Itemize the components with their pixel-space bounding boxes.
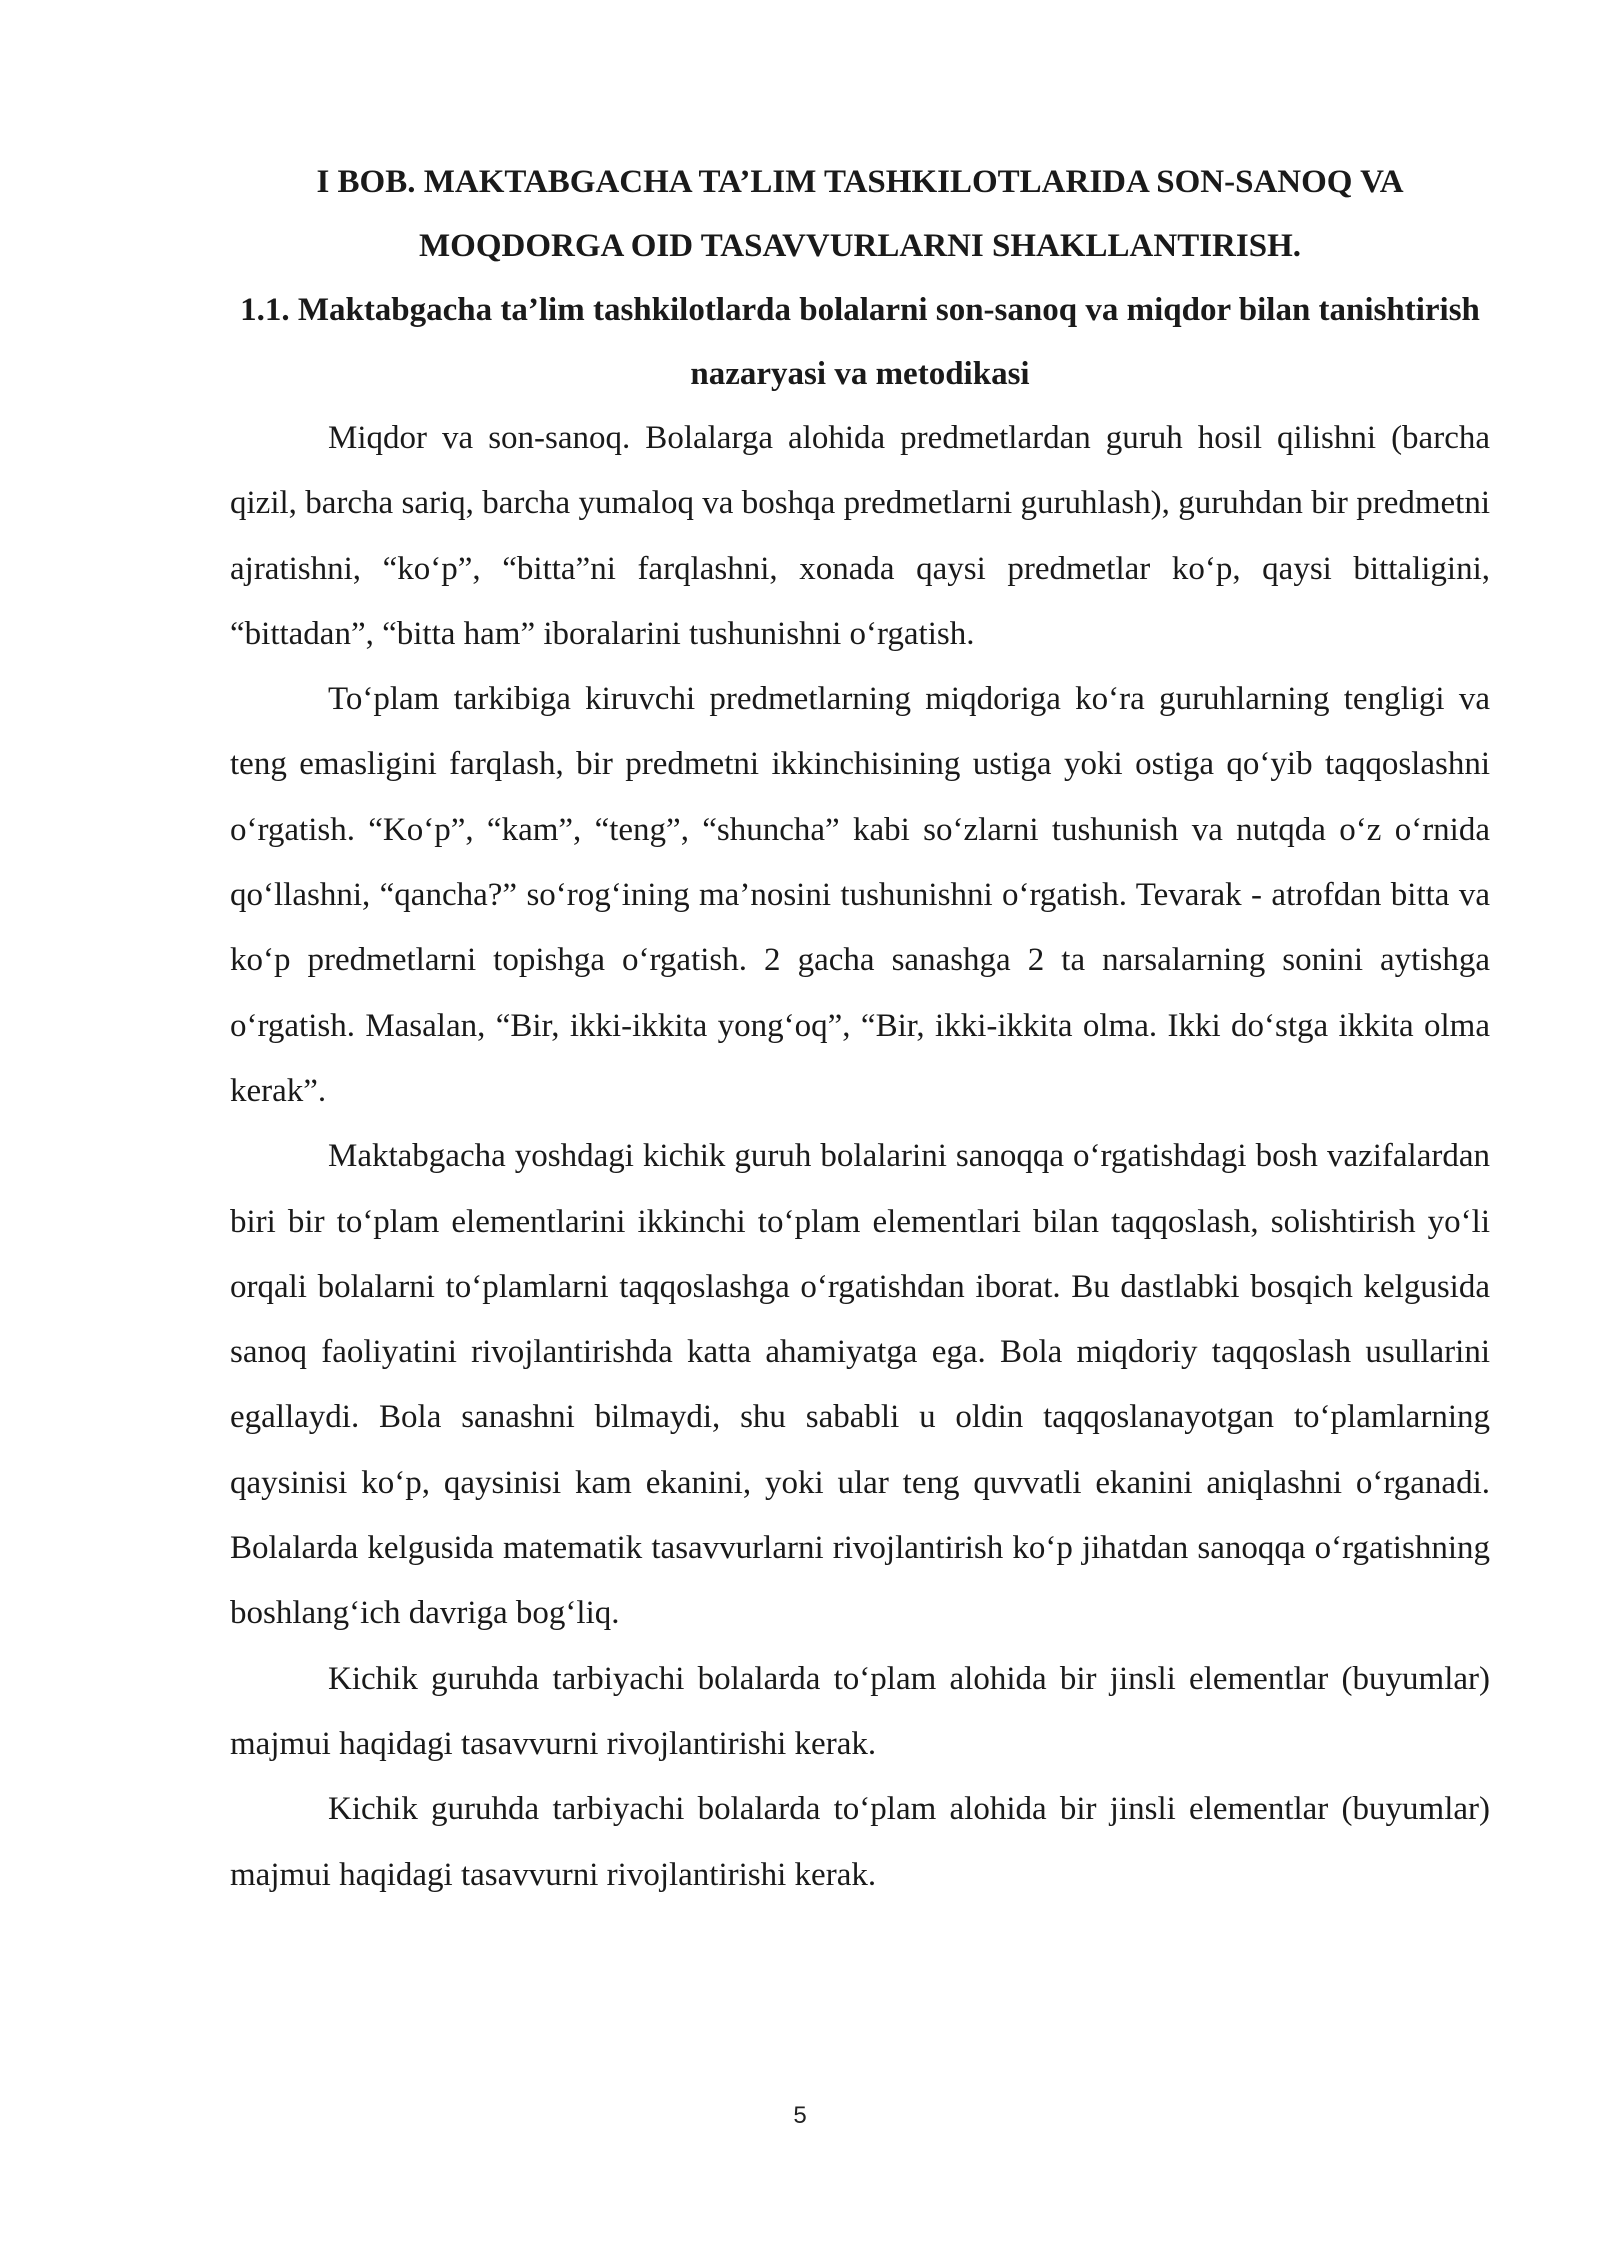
paragraph-5: Kichik guruhda tarbiyachi bolalarda to‘plam alohida bir jinsli elementlar (buyumlar) majmui haqidagi tasavvurni rivojlantirishi kerak. [230,1791,1490,1893]
paragraph-4: Kichik guruhda tarbiyachi bolalarda to‘plam alohida bir jinsli elementlar (buyumlar) majmui haqidagi tasavvurni rivojlantirishi kerak. [230,1660,1490,1762]
section-title: 1.1. Maktabgacha ta’lim tashkilotlarda bolalarni son-sanoq va miqdor bilan tanishtirish nazaryasi va metodikasi [240,292,1480,392]
paragraph-1: Miqdor va son-sanoq. Bolalarga alohida predmetlardan guruh hosil qilishni (barcha qizil, barcha sariq, barcha yumaloq va boshqa predmetlarni guruhlash), guruhdan bir predmetni ajratishni, “ko‘p”, “bitta”ni farqlashni, xonada qaysi predmetlar ko‘p, qaysi bittaligini, “bittadan”, “bitta ham” iboralarini tushunishni o‘rgatish. [230,420,1490,652]
paragraph-3: Maktabgacha yoshdagi kichik guruh bolalarini sanoqqa o‘rgatishdagi bosh vazifalardan biri bir to‘plam elementlarini ikkinchi to‘plam elementlari bilan taqqoslash, solishtirish yo‘li orqali bolalarni to‘plamlarni taqqoslashga o‘rgatishdan iborat. Bu dastlabki bosqich kelgusida sanoq faoliyatini rivojlantirishda katta ahamiyatga ega. Bola miqdoriy taqqoslash usullarini egallaydi. Bola sanashni bilmaydi, shu sababli u oldin taqqoslanayotgan to‘plamlarning qaysinisi ko‘p, qaysinisi kam ekanini, yoki ular teng quvvatli ekanini aniqlashni o‘rganadi. Bolalarda kelgusida matematik tasavvurlarni rivojlantirish ko‘p jihatdan sanoqqa o‘rgatishning boshlang‘ich davriga bog‘liq. [230,1138,1490,1632]
paragraph-2: To‘plam tarkibiga kiruvchi predmetlarning miqdoriga ko‘ra guruhlarning tengligi va teng emasligini farqlash, bir predmetni ikkinchisining ustiga yoki ostiga qo‘yib taqqoslashni o‘rgatish. “Ko‘p”, “kam”, “teng”, “shuncha” kabi so‘zlarni tushunish va nutqda o‘z o‘rnida qo‘llashni, “qancha?” so‘rog‘ining ma’nosini tushunishni o‘rgatish. Tevarak - atrofdan bitta va ko‘p predmetlarni topishga o‘rgatish. 2 gacha sanashga 2 ta narsalarning sonini aytishga o‘rgatish. Masalan, “Bir, ikki-ikkita yong‘oq”, “Bir, ikki-ikkita olma. Ikki do‘stga ikkita olma kerak”. [230,681,1490,1109]
chapter-title: I BOB. MAKTABGACHA TA’LIM TASHKILOTLARIDA SON-SANOQ VA MOQDORGA OID TASAVVURLARNI SHAKLLANTIRISH. [316,164,1404,264]
page-content [230,150,1490,1908]
page-number: 5 [793,2102,807,2129]
